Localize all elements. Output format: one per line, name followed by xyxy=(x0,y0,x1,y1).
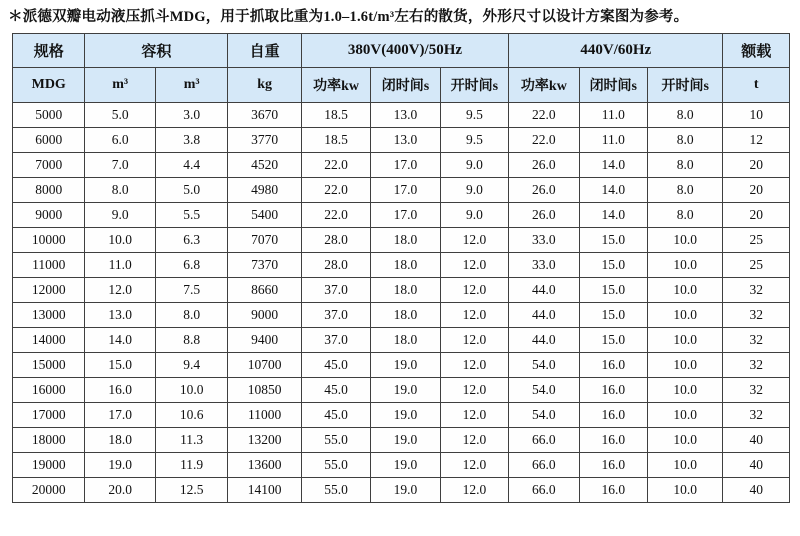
table-cell: 14000 xyxy=(13,328,85,353)
table-cell: 11.9 xyxy=(155,453,227,478)
table-cell: 8.0 xyxy=(155,303,227,328)
table-cell: 7070 xyxy=(228,228,301,253)
table-cell: 10.0 xyxy=(155,378,227,403)
table-cell: 44.0 xyxy=(509,303,579,328)
table-cell: 22.0 xyxy=(509,103,579,128)
table-cell: 10.6 xyxy=(155,403,227,428)
table-cell: 12.0 xyxy=(440,453,508,478)
table-cell: 26.0 xyxy=(509,203,579,228)
table-cell: 9400 xyxy=(228,328,301,353)
table-cell: 37.0 xyxy=(301,278,370,303)
table-cell: 12 xyxy=(723,128,790,153)
table-cell: 15.0 xyxy=(579,328,647,353)
table-cell: 14.0 xyxy=(579,178,647,203)
table-cell: 10850 xyxy=(228,378,301,403)
table-cell: 20 xyxy=(723,178,790,203)
table-cell: 20 xyxy=(723,153,790,178)
table-cell: 8.0 xyxy=(648,203,723,228)
subheader-open-380: 开时间s xyxy=(440,68,508,103)
table-cell: 10.0 xyxy=(648,278,723,303)
table-cell: 17000 xyxy=(13,403,85,428)
table-cell: 17.0 xyxy=(371,153,440,178)
table-row xyxy=(13,153,790,178)
table-cell: 32 xyxy=(723,278,790,303)
table-cell: 22.0 xyxy=(509,128,579,153)
table-cell: 10000 xyxy=(13,228,85,253)
table-cell: 11000 xyxy=(13,253,85,278)
table-cell: 8.0 xyxy=(85,178,155,203)
table-cell: 10.0 xyxy=(648,378,723,403)
table-row xyxy=(13,178,790,203)
table-cell: 15.0 xyxy=(85,353,155,378)
table-cell: 40 xyxy=(723,428,790,453)
table-cell: 54.0 xyxy=(509,403,579,428)
table-cell: 18.5 xyxy=(301,128,370,153)
table-cell: 19.0 xyxy=(371,353,440,378)
table-cell: 12.0 xyxy=(440,353,508,378)
table-cell: 12.0 xyxy=(85,278,155,303)
table-cell: 25 xyxy=(723,253,790,278)
table-cell: 8.8 xyxy=(155,328,227,353)
table-cell: 33.0 xyxy=(509,228,579,253)
subheader-close-380: 闭时间s xyxy=(371,68,440,103)
table-cell: 10.0 xyxy=(648,328,723,353)
table-cell: 17.0 xyxy=(371,178,440,203)
table-cell: 13.0 xyxy=(85,303,155,328)
table-cell: 32 xyxy=(723,378,790,403)
table-row xyxy=(13,228,790,253)
table-row xyxy=(13,403,790,428)
table-cell: 55.0 xyxy=(301,453,370,478)
table-cell: 13200 xyxy=(228,428,301,453)
table-cell: 10.0 xyxy=(648,253,723,278)
table-cell: 11.3 xyxy=(155,428,227,453)
table-cell: 16.0 xyxy=(579,353,647,378)
table-row xyxy=(13,353,790,378)
table-cell: 19.0 xyxy=(371,403,440,428)
table-cell: 12.0 xyxy=(440,303,508,328)
table-cell: 19.0 xyxy=(371,478,440,503)
table-body xyxy=(13,103,790,503)
table-cell: 12.0 xyxy=(440,378,508,403)
table-cell: 66.0 xyxy=(509,478,579,503)
table-header xyxy=(13,34,790,103)
table-cell: 32 xyxy=(723,328,790,353)
table-cell: 8.0 xyxy=(648,178,723,203)
table-cell: 45.0 xyxy=(301,403,370,428)
table-cell: 14.0 xyxy=(85,328,155,353)
table-cell: 11.0 xyxy=(85,253,155,278)
table-cell: 20000 xyxy=(13,478,85,503)
table-cell: 22.0 xyxy=(301,178,370,203)
header-380v-50hz: 380V(400V)/50Hz xyxy=(301,34,508,68)
table-cell: 12.0 xyxy=(440,478,508,503)
table-row xyxy=(13,103,790,128)
table-cell: 37.0 xyxy=(301,303,370,328)
table-cell: 18.0 xyxy=(371,303,440,328)
header-unit-row xyxy=(13,68,790,103)
table-row xyxy=(13,303,790,328)
table-cell: 3670 xyxy=(228,103,301,128)
table-cell: 12.0 xyxy=(440,428,508,453)
table-cell: 66.0 xyxy=(509,428,579,453)
table-cell: 13.0 xyxy=(371,103,440,128)
table-cell: 18.0 xyxy=(371,328,440,353)
table-cell: 7000 xyxy=(13,153,85,178)
table-cell: 22.0 xyxy=(301,203,370,228)
table-cell: 6.3 xyxy=(155,228,227,253)
table-cell: 12.0 xyxy=(440,403,508,428)
product-description-note: ＊派德双瓣电动液压抓斗MDG，用于抓取比重为1.0–1.6t/m³左右的散货，外形尺寸以设计方案图为参考。 xyxy=(8,9,689,25)
subheader-m3-closed: m³ xyxy=(155,68,227,103)
table-cell: 16.0 xyxy=(85,378,155,403)
header-self-weight: 自重 xyxy=(228,34,301,68)
table-cell: 13000 xyxy=(13,303,85,328)
table-cell: 40 xyxy=(723,478,790,503)
table-cell: 6.0 xyxy=(85,128,155,153)
table-cell: 11.0 xyxy=(579,103,647,128)
mdg-spec-table xyxy=(12,33,790,503)
table-cell: 4520 xyxy=(228,153,301,178)
table-cell: 18000 xyxy=(13,428,85,453)
table-cell: 16.0 xyxy=(579,453,647,478)
table-cell: 19.0 xyxy=(371,428,440,453)
table-cell: 16.0 xyxy=(579,378,647,403)
table-cell: 18.5 xyxy=(301,103,370,128)
table-cell: 13.0 xyxy=(371,128,440,153)
table-cell: 32 xyxy=(723,403,790,428)
table-cell: 17.0 xyxy=(371,203,440,228)
table-cell: 14100 xyxy=(228,478,301,503)
table-cell: 18.0 xyxy=(371,278,440,303)
table-cell: 6.8 xyxy=(155,253,227,278)
table-cell: 10 xyxy=(723,103,790,128)
table-cell: 19000 xyxy=(13,453,85,478)
table-cell: 44.0 xyxy=(509,278,579,303)
table-cell: 10.0 xyxy=(648,403,723,428)
subheader-mdg: MDG xyxy=(13,68,85,103)
table-cell: 16.0 xyxy=(579,478,647,503)
table-cell: 28.0 xyxy=(301,253,370,278)
table-cell: 6000 xyxy=(13,128,85,153)
table-cell: 18.0 xyxy=(85,428,155,453)
table-cell: 9.5 xyxy=(440,128,508,153)
table-cell: 17.0 xyxy=(85,403,155,428)
table-cell: 15000 xyxy=(13,353,85,378)
subheader-power-440: 功率kw xyxy=(509,68,579,103)
subheader-tons: t xyxy=(723,68,790,103)
table-cell: 26.0 xyxy=(509,178,579,203)
table-cell: 19.0 xyxy=(371,378,440,403)
table-cell: 19.0 xyxy=(85,453,155,478)
table-cell: 15.0 xyxy=(579,228,647,253)
table-cell: 9.5 xyxy=(440,103,508,128)
table-cell: 8.0 xyxy=(648,153,723,178)
table-cell: 33.0 xyxy=(509,253,579,278)
table-cell: 12.5 xyxy=(155,478,227,503)
table-cell: 9.4 xyxy=(155,353,227,378)
subheader-kg: kg xyxy=(228,68,301,103)
table-cell: 55.0 xyxy=(301,428,370,453)
table-cell: 22.0 xyxy=(301,153,370,178)
table-cell: 44.0 xyxy=(509,328,579,353)
table-cell: 10.0 xyxy=(648,478,723,503)
table-cell: 14.0 xyxy=(579,153,647,178)
table-cell: 26.0 xyxy=(509,153,579,178)
table-cell: 10700 xyxy=(228,353,301,378)
table-row xyxy=(13,378,790,403)
table-cell: 5.5 xyxy=(155,203,227,228)
table-cell: 18.0 xyxy=(371,253,440,278)
table-cell: 45.0 xyxy=(301,378,370,403)
table-cell: 15.0 xyxy=(579,278,647,303)
table-cell: 10.0 xyxy=(648,453,723,478)
table-cell: 15.0 xyxy=(579,253,647,278)
table-cell: 9.0 xyxy=(440,178,508,203)
table-cell: 55.0 xyxy=(301,478,370,503)
header-capacity: 容积 xyxy=(85,34,228,68)
table-cell: 7.0 xyxy=(85,153,155,178)
subheader-open-440: 开时间s xyxy=(648,68,723,103)
table-cell: 9000 xyxy=(228,303,301,328)
table-row xyxy=(13,453,790,478)
table-row xyxy=(13,278,790,303)
table-cell: 11000 xyxy=(228,403,301,428)
table-cell: 10.0 xyxy=(648,228,723,253)
table-cell: 11.0 xyxy=(579,128,647,153)
table-cell: 9.0 xyxy=(440,203,508,228)
table-cell: 12.0 xyxy=(440,328,508,353)
table-cell: 8.0 xyxy=(648,103,723,128)
table-cell: 18.0 xyxy=(371,228,440,253)
table-cell: 54.0 xyxy=(509,378,579,403)
table-row xyxy=(13,328,790,353)
subheader-m3-open: m³ xyxy=(85,68,155,103)
table-cell: 32 xyxy=(723,303,790,328)
subheader-power-380: 功率kw xyxy=(301,68,370,103)
table-cell: 9.0 xyxy=(85,203,155,228)
table-cell: 7370 xyxy=(228,253,301,278)
table-cell: 25 xyxy=(723,228,790,253)
table-cell: 12.0 xyxy=(440,228,508,253)
table-row xyxy=(13,253,790,278)
table-cell: 32 xyxy=(723,353,790,378)
table-cell: 66.0 xyxy=(509,453,579,478)
header-440v-60hz: 440V/60Hz xyxy=(509,34,723,68)
table-cell: 12000 xyxy=(13,278,85,303)
table-cell: 16000 xyxy=(13,378,85,403)
table-cell: 54.0 xyxy=(509,353,579,378)
header-group-row xyxy=(13,34,790,68)
table-cell: 5400 xyxy=(228,203,301,228)
table-cell: 4980 xyxy=(228,178,301,203)
table-cell: 45.0 xyxy=(301,353,370,378)
table-cell: 3.0 xyxy=(155,103,227,128)
table-cell: 9000 xyxy=(13,203,85,228)
table-cell: 13600 xyxy=(228,453,301,478)
table-cell: 20 xyxy=(723,203,790,228)
table-cell: 10.0 xyxy=(648,428,723,453)
table-row xyxy=(13,128,790,153)
table-cell: 3770 xyxy=(228,128,301,153)
table-cell: 4.4 xyxy=(155,153,227,178)
table-cell: 37.0 xyxy=(301,328,370,353)
table-cell: 16.0 xyxy=(579,403,647,428)
table-cell: 8660 xyxy=(228,278,301,303)
table-cell: 7.5 xyxy=(155,278,227,303)
table-cell: 9.0 xyxy=(440,153,508,178)
table-row xyxy=(13,428,790,453)
table-cell: 40 xyxy=(723,453,790,478)
table-cell: 14.0 xyxy=(579,203,647,228)
table-cell: 28.0 xyxy=(301,228,370,253)
table-cell: 8000 xyxy=(13,178,85,203)
table-cell: 5.0 xyxy=(85,103,155,128)
table-cell: 20.0 xyxy=(85,478,155,503)
table-cell: 5.0 xyxy=(155,178,227,203)
header-rated-load: 额载 xyxy=(723,34,790,68)
table-row xyxy=(13,478,790,503)
table-cell: 12.0 xyxy=(440,278,508,303)
table-cell: 16.0 xyxy=(579,428,647,453)
table-cell: 10.0 xyxy=(648,303,723,328)
table-cell: 19.0 xyxy=(371,453,440,478)
table-cell: 12.0 xyxy=(440,253,508,278)
table-cell: 15.0 xyxy=(579,303,647,328)
table-cell: 8.0 xyxy=(648,128,723,153)
table-cell: 3.8 xyxy=(155,128,227,153)
table-row xyxy=(13,203,790,228)
table-cell: 5000 xyxy=(13,103,85,128)
header-spec: 规格 xyxy=(13,34,85,68)
table-cell: 10.0 xyxy=(85,228,155,253)
subheader-close-440: 闭时间s xyxy=(579,68,647,103)
table-cell: 10.0 xyxy=(648,353,723,378)
